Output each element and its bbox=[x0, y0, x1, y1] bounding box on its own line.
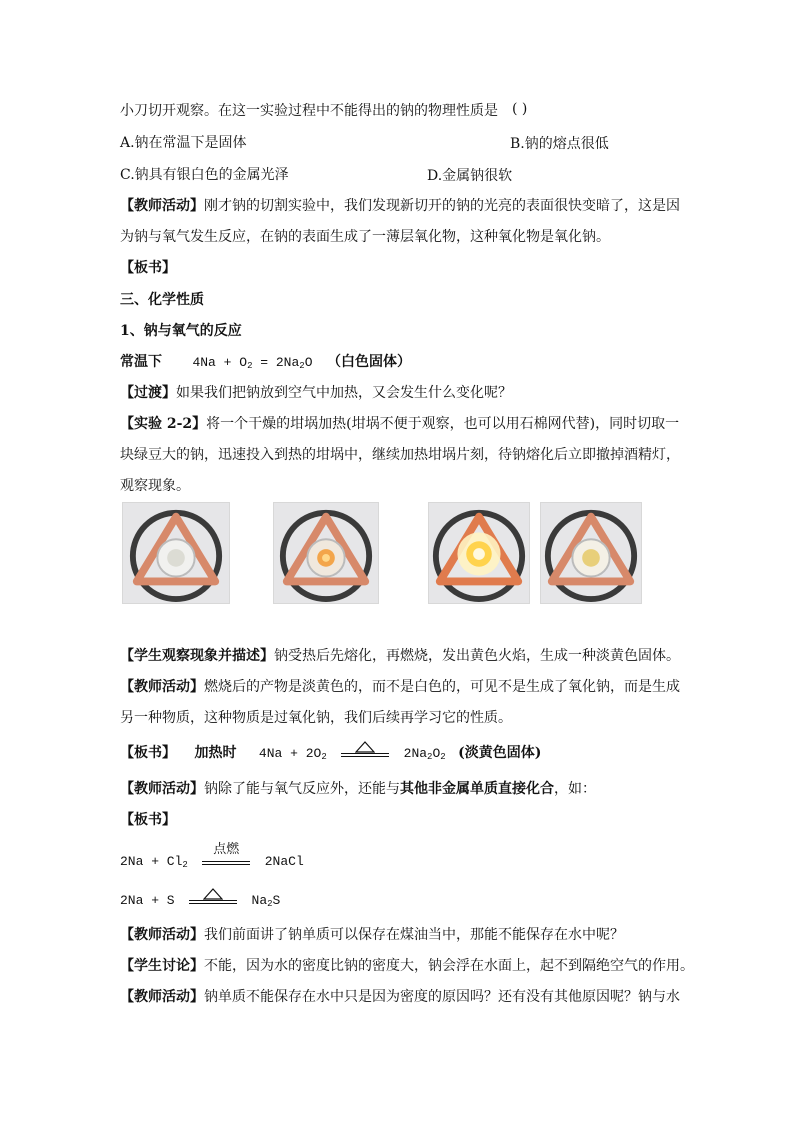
option-d: D.金属钠很软 bbox=[427, 168, 513, 184]
experiment-photo-2 bbox=[273, 502, 379, 604]
ignite-condition: 点燃 bbox=[202, 851, 250, 871]
equation-chlorine: $2Na + Cl_2$ 点燃 2NaCl bbox=[120, 842, 304, 870]
teacher-activity-4: 【教师活动】我们前面讲了钠单质可以保存在煤油当中，那能不能保存在水中呢？ bbox=[120, 927, 624, 943]
experiment-line-1: 【实验 2-2】将一个干燥的坩埚加热(坩埚不便于观察，也可以用石棉网代替)，同时切取一 bbox=[120, 416, 680, 432]
student-observation: 【学生观察现象并描述】钠受热后先熔化，再燃烧，发出黄色火焰，生成一种淡黄色固体。 bbox=[120, 648, 680, 664]
teacher-activity-1-line-2: 为钠与氧气发生反应，在钠的表面生成了一薄层氧化物，这种氧化物是氧化钠。 bbox=[120, 229, 610, 245]
equation-room-temp: 常温下 $4Na + O_2 = 2Na_2O$ （白色固体） bbox=[120, 354, 411, 371]
heat-triangle-icon bbox=[355, 741, 375, 753]
experiment-line-2: 块绿豆大的钠，迅速投入到热的坩埚中，继续加热坩埚片刻，待钠熔化后立即撤掉酒精灯， bbox=[120, 447, 680, 463]
teacher-activity-2-line-2: 另一种物质，这种物质是过氧化钠，我们后续再学习它的性质。 bbox=[120, 710, 512, 726]
experiment-line-3: 观察现象。 bbox=[120, 478, 190, 494]
question-answer-paren: ( ) bbox=[512, 101, 528, 117]
teacher-activity-1-line-1: 【教师活动】刚才钠的切割实验中，我们发现新切开的钠的光亮的表面很快变暗了，这是因 bbox=[120, 198, 680, 214]
heat-triangle-icon bbox=[203, 888, 223, 900]
option-a: A.钠在常温下是固体 bbox=[120, 135, 247, 151]
experiment-photo-4 bbox=[540, 502, 642, 604]
sodium-peroxide-product-image bbox=[541, 503, 641, 603]
sodium-burning-image bbox=[429, 503, 529, 603]
subsection-sodium-oxygen: 1、钠与氧气的反应 bbox=[120, 323, 242, 339]
teacher-activity-3: 【教师活动】钠除了能与氧气反应外，还能与其他非金属单质直接化合，如： bbox=[120, 781, 596, 797]
experiment-photo-3 bbox=[428, 502, 530, 604]
transition-line: 【过渡】如果我们把钠放到空气中加热，又会发生什么变化呢？ bbox=[120, 385, 512, 401]
board-heading-3: 【板书】 bbox=[120, 812, 176, 828]
option-b: B.钠的熔点很低 bbox=[510, 136, 609, 152]
heat-condition-symbol bbox=[341, 743, 389, 763]
eq1-formula: $4Na + O_2 = 2Na_2O$ bbox=[192, 355, 313, 371]
option-c: C.钠具有银白色的金属光泽 bbox=[120, 167, 289, 183]
equation-sulfur: 2Na + S $Na_2S$ bbox=[120, 890, 280, 912]
heat-condition-symbol-2 bbox=[189, 890, 237, 910]
board-heading-1: 【板书】 bbox=[120, 260, 176, 276]
experiment-photo-1 bbox=[122, 502, 230, 604]
question-stem: 小刀切开观察。在这一实验过程中不能得出的钠的物理性质是 bbox=[120, 103, 498, 119]
teacher-activity-5: 【教师活动】钠单质不能保存在水中只是因为密度的原因吗？还有没有其他原因呢？钠与水 bbox=[120, 989, 680, 1005]
teacher-activity-2-line-1: 【教师活动】燃烧后的产物是淡黄色的，而不是白色的，可见不是生成了氧化钠，而是生成 bbox=[120, 679, 680, 695]
student-discussion: 【学生讨论】不能，因为水的密度比钠的密度大，钠会浮在水面上，起不到隔绝空气的作用。 bbox=[120, 958, 694, 974]
sodium-melting-image bbox=[274, 503, 378, 603]
section-chemical-properties: 三、化学性质 bbox=[120, 292, 204, 308]
crucible-on-triangle-image bbox=[123, 503, 229, 603]
equation-heating: 【板书】 加热时 $4Na + 2O_2$ $2Na_2O_2$ (淡黄色固体) bbox=[120, 743, 541, 765]
